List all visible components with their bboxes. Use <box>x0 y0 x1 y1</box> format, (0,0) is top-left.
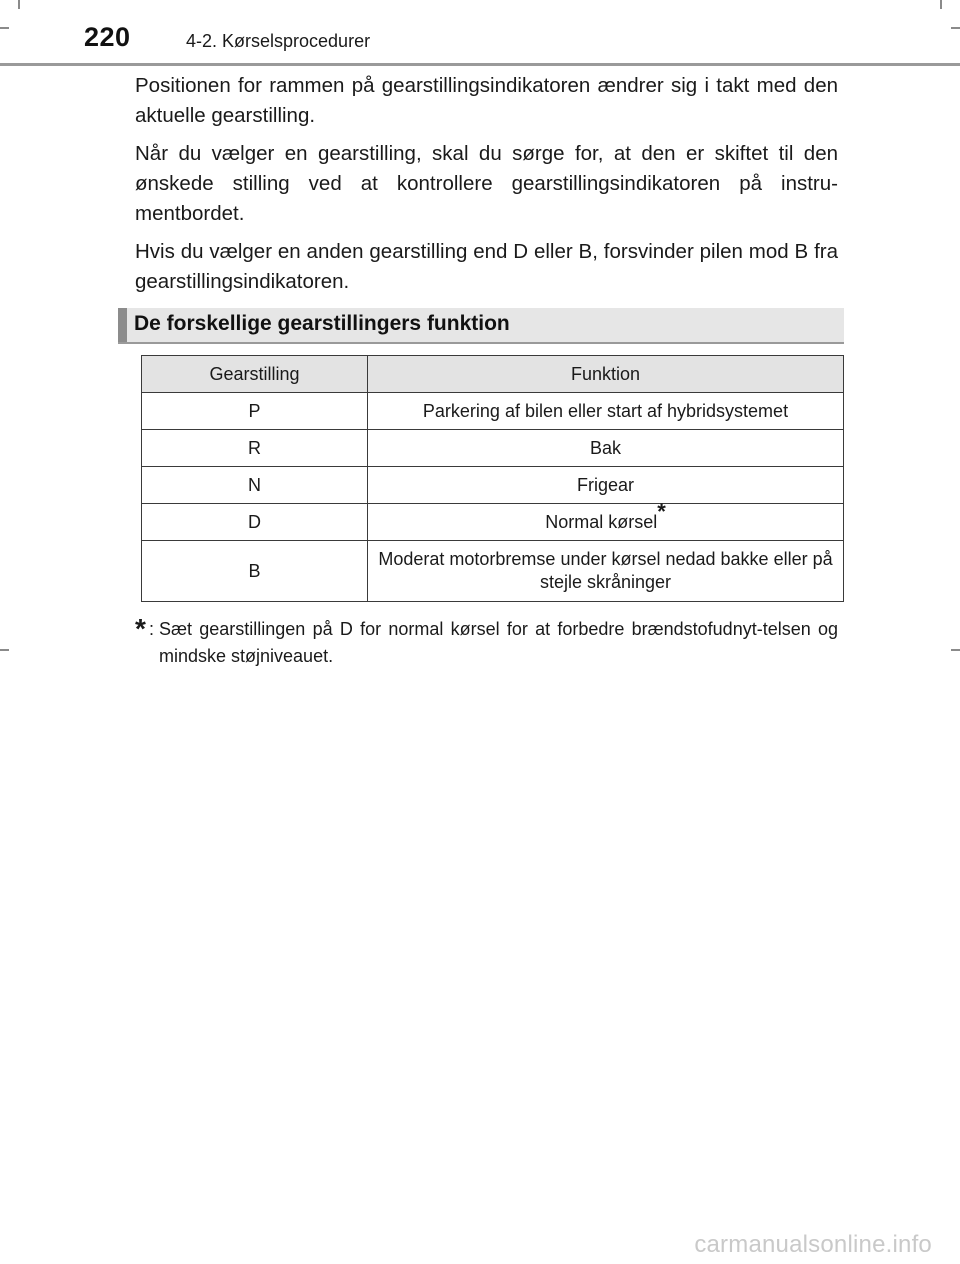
crop-mark <box>0 27 9 29</box>
gear-cell: N <box>142 467 368 504</box>
footnote-mark: * <box>135 613 146 644</box>
page-number: 220 <box>84 22 131 52</box>
header-rule <box>0 63 960 66</box>
function-cell: Parkering af bilen eller start af hybridsystemet <box>368 393 844 430</box>
footnote <box>135 613 838 670</box>
section-heading: De forskellige gearstillingers funktion <box>134 312 510 335</box>
section-heading-bar <box>118 308 844 344</box>
footnote-separator: : <box>149 619 155 639</box>
paragraph: Positionen for rammen på gearstillingsindikatoren ændrer sig i takt med den aktuelle gearstilling. <box>135 74 838 127</box>
function-cell: Frigear <box>368 467 844 504</box>
table-row <box>142 393 844 430</box>
body-text <box>135 71 838 305</box>
crop-mark <box>951 649 960 651</box>
column-header-gear: Gearstilling <box>142 356 368 393</box>
table-row <box>142 430 844 467</box>
paragraph: Hvis du vælger en anden gearstilling end D eller B, forsvinder pilen mod B fra gearstillingsindikatoren. <box>135 240 838 293</box>
column-header-function: Funktion <box>368 356 844 393</box>
gear-cell: P <box>142 393 368 430</box>
gear-function-table <box>141 355 844 602</box>
function-cell: Moderat motorbremse under kørsel nedad bakke eller på stejle skråninger <box>368 541 844 602</box>
watermark: carmanualsonline.info <box>694 1231 932 1258</box>
crop-mark <box>18 0 20 9</box>
crop-mark <box>940 0 942 9</box>
table-header-row <box>142 356 844 393</box>
footnote-text: Sæt gearstillingen på D for normal kørsel for at forbedre brændstofudnyt-telsen og mindske støjniveauet. <box>159 619 838 666</box>
function-cell <box>368 498 844 541</box>
gear-cell: B <box>142 541 368 602</box>
function-cell: Bak <box>368 430 844 467</box>
function-text: Normal kørsel <box>545 511 658 532</box>
table-row <box>142 504 844 541</box>
gear-cell: D <box>142 504 368 541</box>
section-title: 4-2. Kørselsprocedurer <box>186 31 371 51</box>
heading-accent <box>118 308 127 342</box>
crop-mark <box>0 649 9 651</box>
gear-cell: R <box>142 430 368 467</box>
footnote-reference: * <box>657 498 666 524</box>
table-row <box>142 467 844 504</box>
crop-mark <box>951 27 960 29</box>
paragraph: Når du vælger en gearstilling, skal du sørge for, at den er skiftet til den ønskede stilling ved at kontrollere gearstillingsindikatoren på instru-mentbordet. <box>135 142 838 225</box>
table-row <box>142 541 844 602</box>
